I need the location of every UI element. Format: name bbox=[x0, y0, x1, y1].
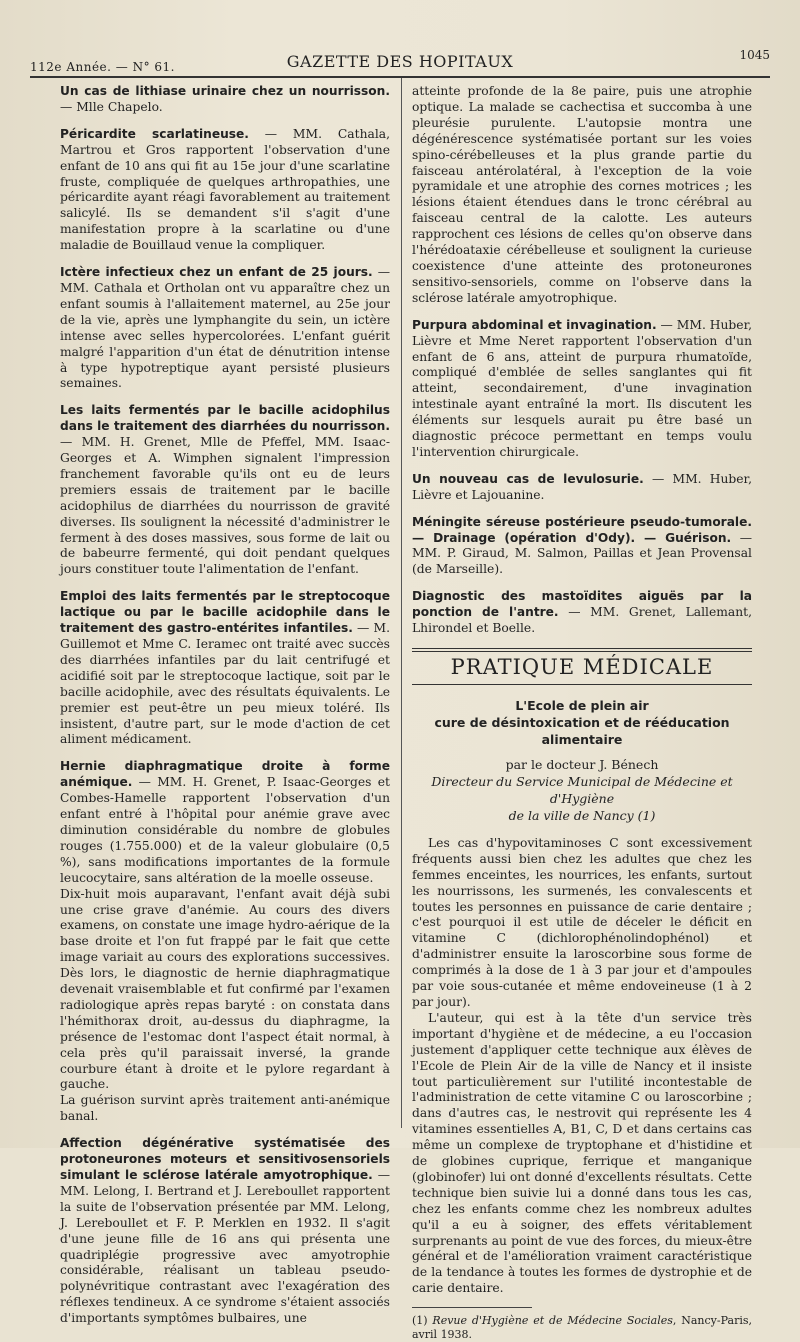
article-purpura bbox=[412, 318, 752, 461]
article-mastoidites bbox=[412, 589, 752, 637]
author-role bbox=[412, 773, 752, 824]
article-laits-fermentes bbox=[60, 403, 390, 578]
journal-title: GAZETTE DES HOPITAUX bbox=[286, 52, 514, 71]
byline: par le docteur J. Bénech bbox=[505, 756, 659, 772]
issue-number: 112e Année. — N° 61. bbox=[30, 60, 175, 74]
article-title: Ictère infectieux chez un enfant de 25 jours. bbox=[60, 265, 373, 280]
feature-paragraph: L'auteur, qui est à la tête d'un service très important d'hygiène et de médecine, a eu l'occasion justement d'appliquer cette technique aux élèves de l'Ecole de Plein Air de la ville de Nancy et il insiste tout particulièrement sur l'utilité incontestable de l'administration de cette vitamine C ou laroscorbine ; dans d'autres cas, le nestrovit qui représente les 4 vitamines essentielles A, B1, C, D et dans certains cas même un complexe de tryptophane et d'histidine et de globines cuprique, ferrique et manganique (globinofer) lui ont donné d'excellents résultats. Cette technique bien suivie lui a donné dans tous les cas, chez les enfants comme chez les nombreux adultes qu'il a eu à soigner, des effets véritablement surprenants au point de vue des forces, du mieux-être général et de l'amélioration vraiment caractéristique de la tendance à toutes les formes de dystrophie et de carie dentaire. bbox=[412, 1010, 752, 1296]
footnote-journal: Revue d'Hygiène et de Médecine Sociales bbox=[432, 1314, 673, 1328]
article-ictere bbox=[60, 265, 390, 392]
article-title: Un cas de lithiase urinaire chez un nourrisson. bbox=[60, 84, 390, 98]
article-title: Les laits fermentés par le bacille acidophilus dans le traitement des diarrhées du nourrisson. bbox=[60, 403, 390, 434]
author-role-line: Directeur du Service Municipal de Médecine et d'Hygiène bbox=[431, 773, 733, 806]
article-title: Méningite séreuse postérieure pseudo-tumorale. — Drainage (opération d'Ody). — Guérison. bbox=[412, 514, 752, 545]
article-text: — MM. H. Grenet, P. Isaac-Georges et Combes-Hamelle rapportent l'observation d'un enfant entré à l'hôpital pour anémie grave avec diminution considérable du nombre de globules rouges (1.755.000) et de la valeur globulaire (0,5 %), sans modifications importantes de la formule leucocytaire, sans altération de la moelle osseuse. bbox=[60, 775, 390, 885]
article-hernie bbox=[60, 759, 390, 1125]
footnote-mark: (1) bbox=[412, 1314, 433, 1328]
article-lithiase bbox=[60, 84, 390, 116]
article-title: Purpura abdominal et invagination. bbox=[412, 317, 657, 332]
feature-body bbox=[412, 836, 752, 1297]
article-text: — MM. Huber, Lièvre et Lajouanine. bbox=[412, 471, 752, 502]
article-title: Hernie diaphragmatique droite à forme anémique. bbox=[60, 759, 390, 790]
article-levulosurie bbox=[412, 472, 752, 504]
article-text: — MM. Cathala et Ortholan ont vu apparaître chez un enfant soumis à l'allaitement maternel, au 25e jour de la vie, après une lymphangite du sein, un ictère intense avec selles hypercolorées. L'enfant guérit malgré l'apparition d'un état de dénutrition intense à type hypotreptique ayant persisté plusieurs semaines. bbox=[60, 265, 390, 391]
article-title: Emploi des laits fermentés par le streptocoque lactique ou par le bacille acidophile dans le traitement des gastro-entérites infantiles. bbox=[60, 589, 390, 636]
continuation-text: atteinte profonde de la 8e paire, puis une atrophie optique. La malade se cachectisa et succomba à une pleurésie purulente. L'autopsie montra une dégénérescence systématisée portant sur les voies spino-cérébelleuses et la plus grande partie du faisceau antérolatéral, à l'exception de la voie pyramidale et une atrophie des cornes motrices ; les lésions étaient étendues dans le tronc cérébral au faisceau central de la calotte. Les auteurs rapprochent ces lésions de celles qu'on observe dans l'hérédoataxie cérébelleuse et soulignent la curieuse coexistence d'une atteinte des protoneurones sensitivo-sensoriels, comme on l'observe dans la sclérose latérale amyotrophique. bbox=[412, 84, 752, 305]
right-column bbox=[412, 84, 752, 1342]
footnote-rest: , Nancy-Paris, avril 1938. bbox=[412, 1314, 752, 1342]
left-column bbox=[60, 84, 390, 1338]
page-number: 1045 bbox=[739, 48, 770, 62]
section-rule-bottom bbox=[412, 684, 752, 685]
footnote-rule bbox=[412, 1307, 532, 1308]
feature-subtitle-line: cure de désintoxication et de rééducation alimentaire bbox=[434, 714, 730, 747]
feature-title-line: L'Ecole de plein air bbox=[515, 697, 649, 713]
article-text: — MM. Huber, Lièvre et Mme Neret rapportent l'observation d'un enfant de 6 ans, atteint de purpura rhumatoïde, compliqué d'emblée de selles sanglantes qui fit atteint, secondairement, d'une invagination intestinale ayant entraîné la mort. Ils discutent les éléments sur lesquels aurait pu être basé un diagnostic précoce permettant en temps voulu l'intervention chirurgicale. bbox=[412, 317, 752, 459]
article-text: — MM. P. Giraud, M. Salmon, Paillas et Jean Provensal (de Marseille). bbox=[412, 530, 752, 577]
article-text: — MM. Lelong, I. Bertrand et J. Lereboullet rapportent la suite de l'observation présentée par MM. Lelong, J. Lereboullet et F. P. Merklen en 1932. Il s'agit d'une jeune fille de 16 ans qui présenta une quadriplégie progressive avec amyotrophie considérable, réalisant un tableau pseudo-polynévritique contrastant avec l'exagération des réflexes tendineux. A ce syndrome s'étaient associés d'importants symptômes bulbaires, une bbox=[60, 1168, 390, 1326]
article-paragraph: Dix-huit mois auparavant, l'enfant avait déjà subi une crise grave d'anémie. Au cours des divers examens, on constate une image hydro-aérique de la base droite et l'on fut frappé par le fait que cette image variait au cours des explorations successives. Dès lors, le diagnostic de hernie diaphragmatique devenait vraisemblable et fut confirmé par l'examen radiologique après repas baryté : on constata dans l'hémithorax droit, au-dessus du diaphragme, la présence de l'estomac dont l'aspect était normal, à cela près qu'il paraissait inversé, la grande courbure étant à droite et le pylore regardant à gauche. bbox=[60, 886, 390, 1092]
section-title: PRATIQUE MÉDICALE bbox=[450, 655, 714, 679]
article-pericardite bbox=[60, 127, 390, 254]
article-text: — MM. H. Grenet, Mlle de Pfeffel, MM. Isaac-Georges et A. Wimphen signalent l'impression franchement favorable qu'ils ont eu de leurs premiers essais de traitement par le bacille acidophilus de diarrhées du nourrisson de gravité diverses. Ils soulignent la nécessité d'administrer le ferment à des doses massives, sous forme de lait ou de babeurre fermenté, qui doit pendant quelques jours constituer toute l'alimentation de l'enfant. bbox=[60, 435, 390, 577]
article-meningite bbox=[412, 515, 752, 579]
article-text: — M. Guillemot et Mme C. Ieramec ont traité avec succès des diarrhées infantiles par du lait centrifugé et acidifié soit par le streptocoque lactique, soit par le bacille acidophile, avec des résultats équivalents. Le premier est peut-être un peu mieux toléré. Ils insistent, d'autre part, sur le mode d'action de cet aliment médicament. bbox=[60, 621, 390, 747]
article-continuation bbox=[412, 84, 752, 307]
article-protoneurones bbox=[60, 1136, 390, 1327]
article-title: Diagnostic des mastoïdites aiguës par la ponction de l'antre. bbox=[412, 589, 752, 620]
section-rule-top bbox=[412, 648, 752, 652]
article-paragraph: La guérison survint après traitement anti-anémique banal. bbox=[60, 1093, 390, 1124]
article-text: — Mlle Chapelo. bbox=[60, 99, 163, 114]
page-header bbox=[30, 44, 770, 74]
article-title: Péricardite scarlatineuse. bbox=[60, 126, 249, 141]
article-text: — MM. Grenet, Lallemant, Lhirondel et Boelle. bbox=[412, 605, 752, 636]
article-text: — MM. Cathala, Martrou et Gros rapportent l'observation d'une enfant de 10 ans qui fit au 15e jour d'une scarlatine fruste, compliquée de quelques arthropathies, une péricardite ayant réagi favorablement au traitement salicylé. Ils se demandent s'il s'agit d'une manifestation propre à la scarlatine ou d'une maladie de Bouillaud venue la compliquer. bbox=[60, 126, 390, 253]
header-rule bbox=[30, 76, 770, 78]
column-divider bbox=[401, 78, 402, 1128]
article-streptocoque bbox=[60, 589, 390, 748]
author-role-line: de la ville de Nancy (1) bbox=[508, 807, 656, 823]
feature-title bbox=[412, 697, 752, 748]
article-title: Affection dégénérative systématisée des protoneurones moteurs et sensitivosensoriels simulant le sclérose latérale amyotrophique. bbox=[60, 1136, 390, 1182]
feature-paragraph: Les cas d'hypovitaminoses C sont excessivement fréquents aussi bien chez les adultes que chez les femmes enceintes, les nourrices, les enfants, surtout les nourrissons, les surmenés, les convalescents et toutes les personnes en puissance de carie dentaire ; c'est pourquoi il est utile de déceler le déficit en vitamine C (dichlorophénolindophénol) et d'administrer ensuite la laroscorbine sous forme de comprimés à la dose de 1 à 3 par jour et d'ampoules par voie sous-cutanée et même endoveineuse (1 à 2 par jour). bbox=[412, 835, 752, 1009]
article-title: Un nouveau cas de levulosurie. bbox=[412, 471, 644, 486]
footnote bbox=[412, 1314, 752, 1342]
